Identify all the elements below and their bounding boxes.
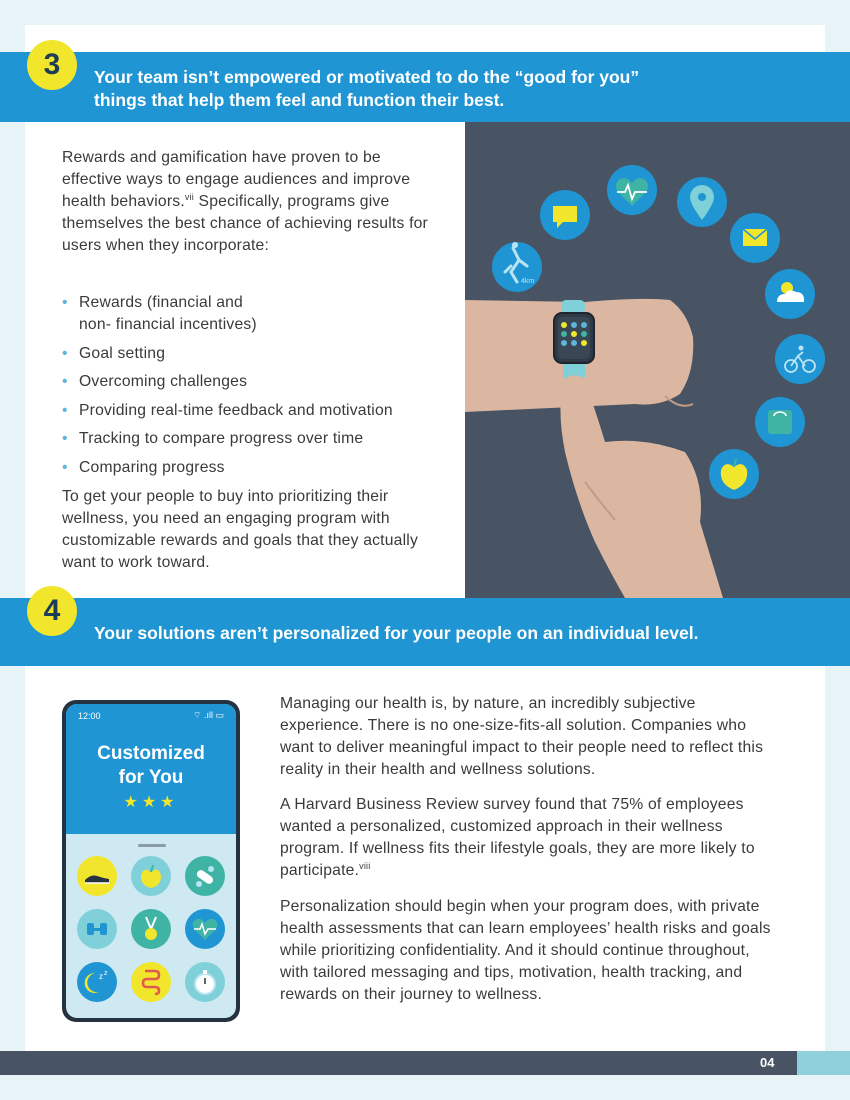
section-3-intro bbox=[62, 147, 432, 257]
heart-rate-icon bbox=[185, 909, 225, 949]
intro-text: Rewards and gamification have proven to be effective ways to engage audiences and improve health behaviors. bbox=[62, 149, 411, 210]
section-4-paragraph-2 bbox=[280, 794, 780, 882]
svg-text:z: z bbox=[104, 970, 108, 977]
paragraph-2-text: A Harvard Business Review survey found that 75% of employees wanted a personalized, customized approach in their wellness program. If wellness fits their lifestyle goals, they are more likely to participate. bbox=[280, 796, 755, 879]
list-item: • Rewards (financial and non- financial incentives) bbox=[62, 292, 279, 336]
apple-icon bbox=[131, 856, 171, 896]
smartwatch-illustration bbox=[465, 122, 850, 598]
section-4-paragraph-1: Managing our health is, by nature, an incredibly subjective experience. There is no one-size-fits-all solution. Companies who want to deliver meaningful impact to their people need to reflect this reality in their health and wellness solutions. bbox=[280, 695, 764, 778]
dumbbell-icon bbox=[77, 909, 117, 949]
phone-title-line2: for You bbox=[118, 767, 184, 788]
section-3-number-badge: 3 bbox=[27, 40, 77, 90]
section-4-header bbox=[0, 594, 850, 666]
footnote-ref-vii: vii bbox=[184, 191, 194, 202]
sleep-icon bbox=[77, 962, 117, 1002]
rating-stars: ★★★ bbox=[123, 794, 179, 811]
medal-icon bbox=[131, 909, 171, 949]
page-number: 04 bbox=[760, 1055, 775, 1070]
section-3-title-line1: Your team isn’t empowered or motivated to do the “good for you” bbox=[94, 67, 640, 87]
svg-text:z: z bbox=[99, 972, 103, 981]
weather-icon bbox=[765, 269, 815, 319]
section-3-header bbox=[0, 48, 850, 122]
drawer-handle bbox=[138, 844, 166, 847]
list-item: • Goal setting bbox=[62, 343, 442, 365]
section-3-outro: To get your people to buy into prioritizing their wellness, you need an engaging program with customizable rewards and goals that they actually want to work toward. bbox=[62, 488, 418, 571]
location-icon bbox=[677, 177, 727, 227]
apple-icon bbox=[709, 449, 759, 499]
phone-title-line1: Customized bbox=[97, 743, 205, 764]
intro-text-continued: Specifically, programs give themselves the best chance of achieving results for users when they incorporate: bbox=[62, 193, 428, 254]
phone-title bbox=[66, 742, 236, 790]
shoe-icon bbox=[77, 856, 117, 896]
heart-rate-icon bbox=[607, 165, 657, 215]
route-icon bbox=[131, 962, 171, 1002]
stopwatch-icon bbox=[185, 962, 225, 1002]
chat-icon bbox=[540, 190, 590, 240]
section-3-title bbox=[94, 66, 639, 112]
section-4-paragraph-3: Personalization should begin when your program does, with private health assessments that can learn employees’ health risks and goals while prioritizing confidentiality. And it should continue throughout, with tailored messaging and tips, motivation, health tracking, and rewards on their journey to wellness. bbox=[280, 898, 771, 1003]
phone-time: 12:00 bbox=[78, 711, 101, 721]
scale-icon bbox=[755, 397, 805, 447]
svg-text:4km: 4km bbox=[521, 278, 535, 285]
cycling-icon bbox=[775, 334, 825, 384]
smartwatch-hand-svg bbox=[465, 122, 850, 598]
phone-status-icons: ⌔ .ıll ▭ bbox=[193, 710, 224, 720]
watch-app-dots bbox=[561, 322, 587, 346]
list-item: • Comparing progress bbox=[62, 457, 442, 479]
section-4-title: Your solutions aren’t personalized for your people on an individual level. bbox=[94, 623, 699, 643]
runner-icon bbox=[492, 242, 542, 292]
list-item: • Tracking to compare progress over time bbox=[62, 428, 442, 450]
pills-icon bbox=[185, 856, 225, 896]
section-3-title-line2: things that help them feel and function their best. bbox=[94, 90, 505, 110]
footnote-ref-viii: viii bbox=[359, 860, 371, 871]
benefits-list bbox=[62, 292, 442, 485]
list-item: • Overcoming challenges bbox=[62, 371, 442, 393]
footer-accent bbox=[797, 1051, 850, 1075]
section-4-number-badge: 4 bbox=[27, 586, 77, 636]
mail-icon bbox=[730, 213, 780, 263]
phone-illustration bbox=[62, 700, 240, 1022]
phone-screen bbox=[66, 704, 236, 1018]
list-item: • Providing real-time feedback and motivation bbox=[62, 400, 442, 422]
footer-bar bbox=[0, 1051, 797, 1075]
